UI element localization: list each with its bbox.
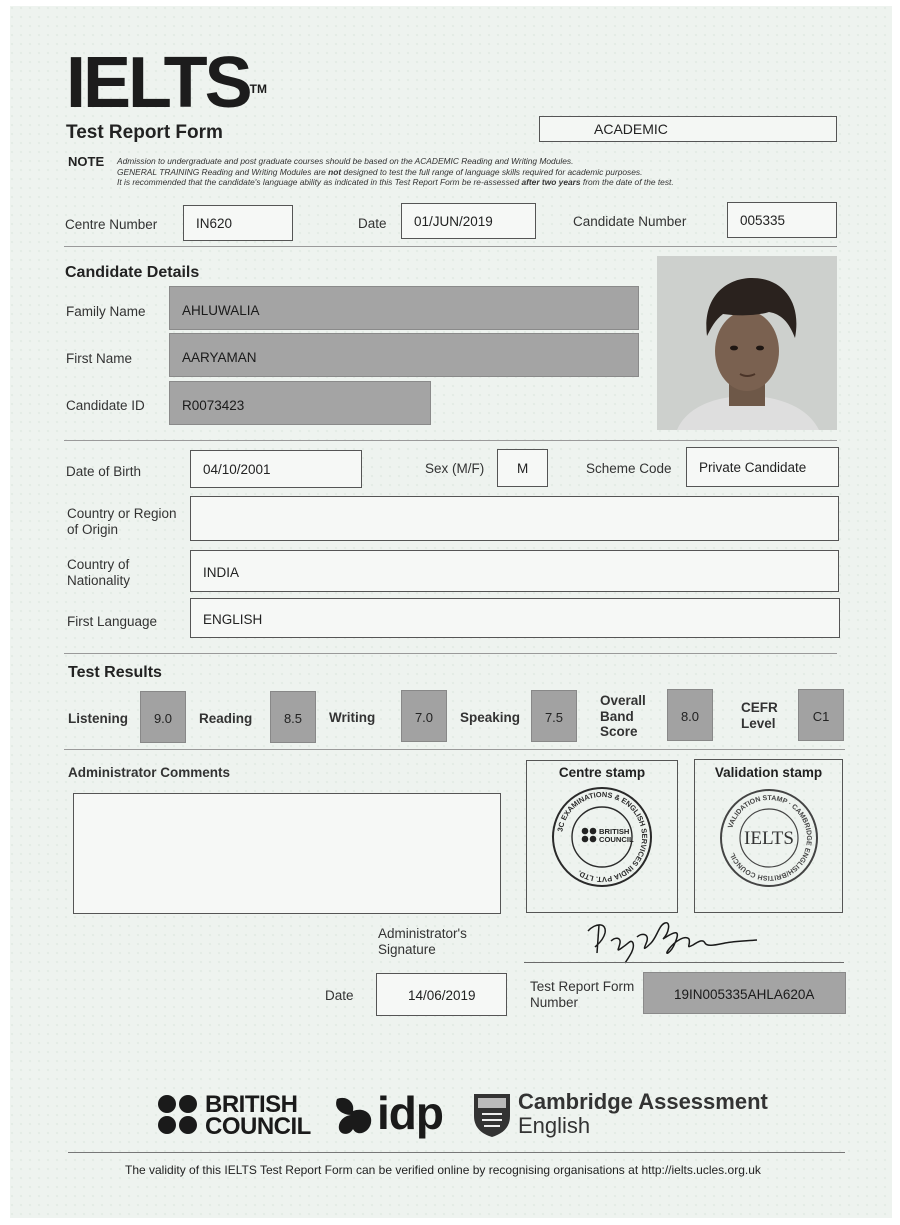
british-council-line2: COUNCIL [205,1113,311,1140]
cefr-label-line1: CEFR [741,700,778,715]
scheme-code-field [686,447,839,487]
scheme-code-label: Scheme Code [586,461,672,476]
trademark-mark: TM [249,82,267,96]
sex-value: M [517,461,529,476]
administrator-comments-label: Administrator Comments [68,765,231,780]
first-language-value: ENGLISH [203,612,263,627]
idp-wordmark: idp [377,1087,443,1139]
note-line-3c: from the date of the test. [580,177,674,187]
issue-date-label: Date [325,988,354,1003]
trf-number-label-line1: Test Report Form [530,979,635,994]
candidate-number-label: Candidate Number [573,214,687,229]
date-of-birth-value: 04/10/2001 [203,462,271,477]
first-name-value: AARYAMAN [182,350,257,365]
administrator-signature-label [378,926,467,958]
divider-line [64,749,845,750]
issue-date-value: 14/06/2019 [408,988,476,1003]
divider-line [64,440,837,441]
note-line-2c: designed to test the full range of language skills required for academic purposes. [341,166,643,177]
divider-line [64,653,837,654]
centre-stamp-ring-text: 3C EXAMINATIONS & ENGLISH SERVICES INDIA PVT. LTD. [555,789,650,885]
first-name-label: First Name [66,351,133,366]
overall-label-line2: Band [600,708,634,724]
administrator-comments-box [73,793,501,914]
candidate-id-value: R0073423 [182,398,245,413]
validation-stamp-inner: IELTS [744,828,794,849]
note-line-1: Admission to undergraduate and post graduate courses should be based on the ACADEMIC Reading and Writing Modules. [117,156,574,166]
note-text [117,156,797,188]
first-language-label: First Language [67,614,158,629]
administrator-signature [585,913,760,965]
candidate-photo [657,256,837,430]
signature-line [524,962,844,963]
centre-stamp-inner-line2: COUNCIL [599,835,634,844]
sex-label: Sex (M/F) [425,461,485,476]
writing-score [401,690,447,742]
nationality-value: INDIA [203,565,240,580]
candidate-details-heading: Candidate Details [65,264,200,281]
note-line-2b: not [328,166,342,177]
note-line-3 [117,177,797,188]
overall-band-score [667,689,713,741]
test-date-field [401,203,536,239]
writing-label: Writing [329,710,376,725]
idp-mark-icon [333,1093,377,1139]
cefr-level-value: C1 [812,709,830,724]
module-value: ACADEMIC [594,121,668,137]
centre-stamp-seal [549,785,655,889]
note-label: NOTE [68,154,105,169]
british-council-line1: BRITISH [205,1091,298,1118]
candidate-id-field [169,381,431,425]
first-language-field [190,598,840,638]
date-of-birth-field [190,450,362,488]
centre-number-value: IN620 [196,216,233,231]
note-line-2a: GENERAL TRAINING Reading and Writing Modules are [117,166,329,177]
test-date-label: Date [358,216,387,231]
issue-date-field [376,973,507,1016]
family-name-field [169,286,639,330]
validation-stamp-frame [694,759,843,913]
trf-number-label-line2: Number [530,995,579,1010]
centre-number-field [183,205,293,241]
cambridge-shield-icon [472,1092,512,1138]
country-origin-field [190,496,839,541]
divider-line [64,246,837,247]
nationality-label-line2: Nationality [67,573,131,588]
overall-band-label [600,693,646,740]
sex-field [497,449,548,487]
trf-number-field [643,972,846,1014]
reading-score-value: 8.5 [283,711,303,726]
country-origin-label-line1: Country or Region [67,506,177,521]
signature-label-line1: Administrator's [378,926,467,941]
date-of-birth-label: Date of Birth [66,464,142,479]
overall-band-score-value: 8.0 [680,709,700,724]
centre-stamp-frame [526,760,678,913]
family-name-label: Family Name [66,304,146,319]
family-name-value: AHLUWALIA [182,303,260,318]
cefr-level [798,689,844,741]
validation-stamp-seal [717,786,821,890]
ielts-logo-text: IELTS [66,43,250,123]
speaking-score-value: 7.5 [544,710,564,725]
footer-divider [68,1152,845,1153]
first-name-field [169,333,639,377]
test-date-value: 01/JUN/2019 [414,214,493,229]
cefr-label-line2: Level [741,715,776,731]
nationality-label [67,557,130,589]
country-origin-label [67,506,177,538]
test-results-heading: Test Results [68,664,162,681]
centre-stamp-label: Centre stamp [558,765,646,780]
reading-label: Reading [199,711,253,726]
british-council-dots-icon [157,1094,201,1138]
speaking-label: Speaking [460,710,521,725]
centre-number-label: Centre Number [65,217,158,232]
validity-statement: The validity of this IELTS Test Report Form can be verified online by recognising organisations at http://ielts.ucles.org.uk [125,1163,761,1177]
ielts-logo [66,43,267,123]
nationality-label-line1: Country of [67,557,130,572]
british-council-wordmark [205,1091,311,1140]
cambridge-wordmark-line2: English [518,1113,591,1138]
overall-label-line3: Score [600,724,638,739]
note-line-3a: It is recommended that the candidate's language ability as indicated in this Test Report Form be re-assessed [117,177,522,187]
validation-stamp-label: Validation stamp [714,765,823,780]
note-line-3b: after two years [521,177,581,187]
speaking-score [531,690,577,742]
candidate-number-field [727,202,837,238]
candidate-photo-image [657,256,837,430]
validation-stamp-ring-text: VALIDATION STAMP · CAMBRIDGE ENGLISH/BRITISH COUNCIL [727,794,813,882]
overall-label-line1: Overall [600,693,646,708]
country-origin-label-line2: of Origin [67,522,119,537]
centre-stamp-inner-line1: BRITISH [599,827,630,836]
reading-score [270,691,316,743]
trf-number-label [530,979,634,1011]
form-title: Test Report Form [66,122,223,143]
candidate-id-label: Candidate ID [66,398,145,413]
listening-score [140,691,186,743]
cefr-level-label [741,700,778,731]
module-box [539,116,837,142]
scheme-code-value: Private Candidate [699,460,807,475]
nationality-field [190,550,839,592]
writing-score-value: 7.0 [414,710,434,725]
listening-label: Listening [68,711,128,726]
listening-score-value: 9.0 [153,711,173,726]
signature-label-line2: Signature [378,942,436,957]
note-line-2 [117,167,797,178]
cambridge-wordmark-line1: Cambridge Assessment [518,1089,768,1114]
trf-number-value: 19IN005335AHLA620A [674,987,815,1002]
candidate-number-value: 005335 [740,213,786,228]
